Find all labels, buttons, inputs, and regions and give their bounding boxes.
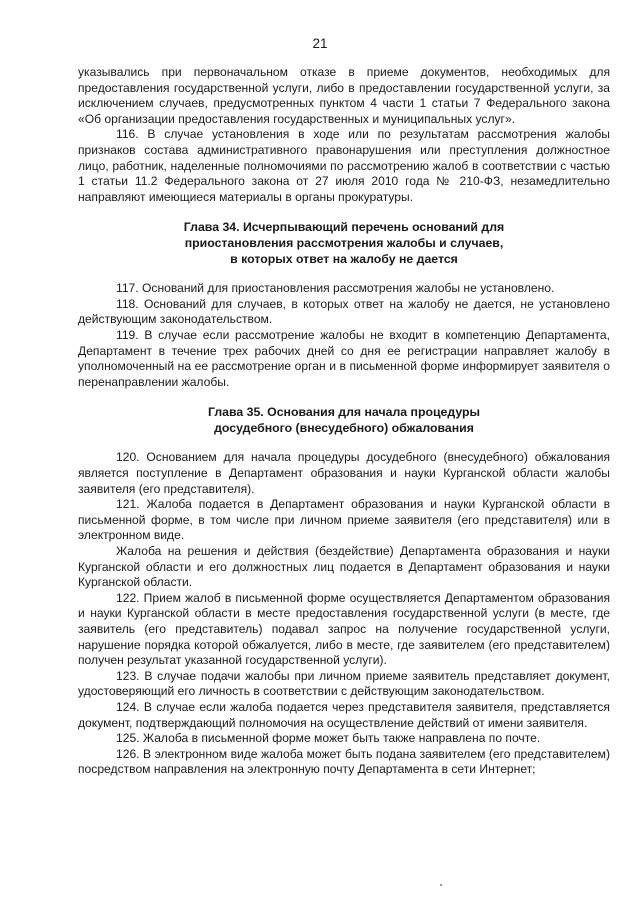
chapter-35-heading-line: Глава 35. Основания для начала процедуры	[207, 405, 481, 420]
paragraph-123: 123. В случае подачи жалобы при личном приеме заявитель представляет документ, удостоверяющий его личность в соответствии с действующим законодательством.	[78, 668, 610, 699]
paragraph-119: 119. В случае если рассмотрение жалобы не входит в компетенцию Департамента, Департамент в течение трех рабочих дней со дня ее регистрации направляет жалобу в уполномоченный на ее рассмотрение орган и в письменной форме информирует заявителя о перенаправлении жалобы.	[78, 327, 610, 389]
paragraph-116: 116. В случае установления в ходе или по результатам рассмотрения жалобы признаков состава административного правонарушения или преступления должностное лицо, работник, наделенные полномочиями по рассмотрению жалоб в соответствии с частью 1 статьи 11.2 Федерального закона от 27 июля 2010 года № 210-ФЗ, незамедлительно направляют имеющиеся материалы в органы прокуратуры.	[78, 127, 610, 204]
paragraph-120: 120. Основанием для начала процедуры досудебного (внесудебного) обжалования является поступление в Департамент образования и науки Курганской области жалобы заявителя (его представителя).	[78, 450, 610, 496]
page-number: 21	[312, 36, 328, 51]
paragraph-125: 125. Жалоба в письменной форме может быть также направлена по почте.	[116, 731, 541, 746]
chapter-34-heading-line: приостановления рассмотрения жалобы и случаев,	[184, 235, 504, 250]
chapter-34-heading-line: в которых ответ на жалобу не дается	[230, 251, 458, 266]
paragraph-121: 121. Жалоба подается в Департамент образования и науки Курганской области в письменной форме, в том числе при личном приеме заявителя (его представителя) или в электронном виде.	[78, 497, 610, 543]
paragraph-122: 122. Прием жалоб в письменной форме осуществляется Департаментом образования и науки Курганской области в месте предоставления государственной услуги (в месте, где заявитель (его представитель) подавал запрос на получение государственной услуги, нарушение порядка которой обжалуется, либо в месте, где заявителем (его представителем) получен результат указанной государственной услуги).	[78, 590, 610, 668]
chapter-34-heading	[78, 220, 610, 267]
paragraph-126: 126. В электронном виде жалоба может быть подана заявителем (его представителем) посредством направления на электронную почту Департамента в сети Интернет;	[78, 746, 610, 777]
paragraph-124: 124. В случае если жалоба подается через представителя заявителя, представляется документ, подтверждающий полномочия на осуществление действий от имени заявителя.	[78, 699, 610, 730]
chapter-34-heading-line: Глава 34. Исчерпывающий перечень оснований для	[183, 220, 505, 235]
paragraph-121-continued: Жалоба на решения и действия (бездействие) Департамента образования и науки Курганской области и его должностных лиц подается в Департамент образования и науки Курганской области.	[78, 544, 610, 590]
chapter-35-heading-line: досудебного (внесудебного) обжалования	[214, 420, 474, 435]
paragraph-117: 117. Оснований для приостановления рассмотрения жалобы не установлено.	[116, 281, 555, 296]
scan-speck	[440, 884, 442, 886]
paragraph-118: 118. Оснований для случаев, в которых ответ на жалобу не дается, не установлено действующим законодательством.	[78, 296, 610, 327]
document-body	[78, 65, 610, 778]
paragraph-continuation: указывались при первоначальном отказе в приеме документов, необходимых для предоставления государственной услуги, либо в предоставлении государственной услуги, за исключением случаев, предусмотренных пунктом 4 части 1 статьи 7 Федерального закона «Об организации предоставления государственных и муниципальных услуг».	[78, 65, 610, 126]
chapter-35-heading	[78, 405, 610, 436]
